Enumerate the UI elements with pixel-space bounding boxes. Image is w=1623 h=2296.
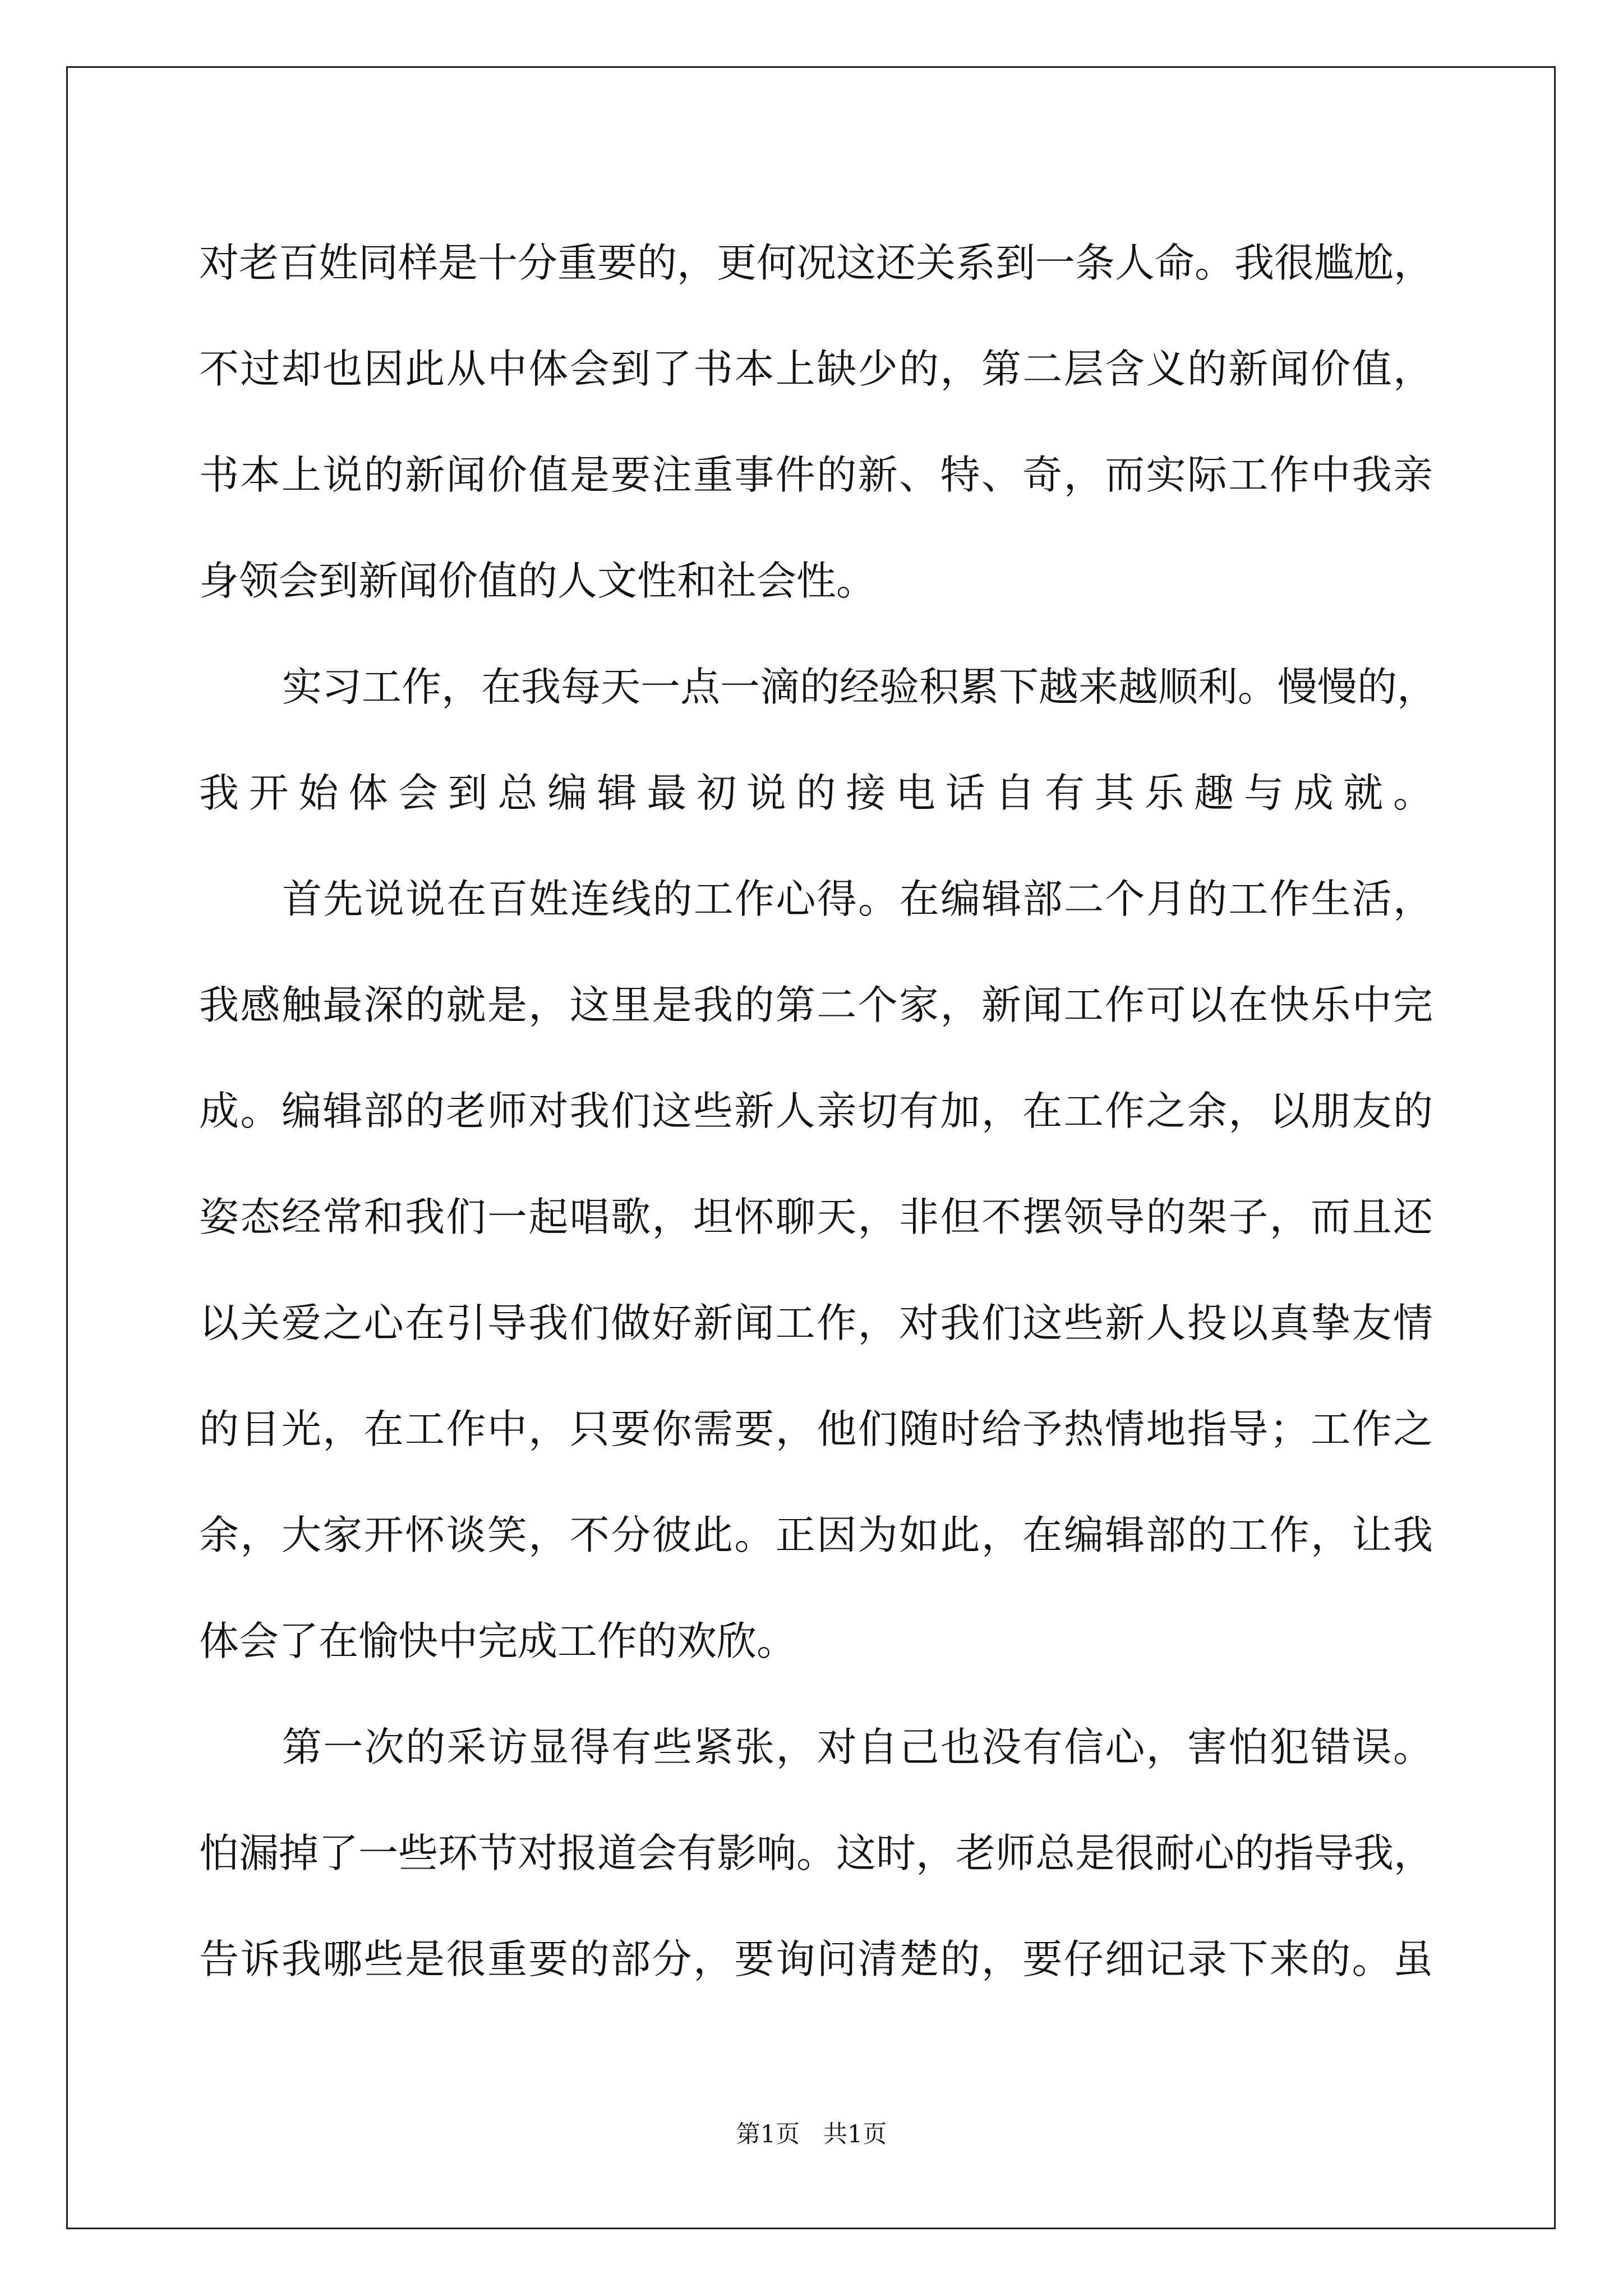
text-line: 告诉我哪些是很重要的部分，要询问清楚的，要仔细记录下来的。虽 — [199, 1936, 1435, 1982]
text-line: 姿态经常和我们一起唱歌，坦怀聊天，非但不摆领导的架子，而且还 — [199, 1194, 1435, 1240]
page-footer — [0, 2118, 1623, 2151]
text-line: 体会了在愉快中完成工作的欢欣。 — [199, 1618, 797, 1664]
document-body — [199, 210, 1443, 2012]
page-number-current: 第1页 — [736, 2120, 800, 2148]
page-number-total: 共1页 — [823, 2120, 887, 2148]
text-line: 我感触最深的就是，这里是我的第二个家，新闻工作可以在快乐中完 — [199, 982, 1435, 1028]
text-line: 以关爱之心在引导我们做好新闻工作，对我们这些新人投以真挚友情 — [199, 1300, 1435, 1346]
text-line: 成。编辑部的老师对我们这些新人亲切有加，在工作之余，以朋友的 — [199, 1088, 1435, 1134]
text-line: 的目光，在工作中，只要你需要，他们随时给予热情地指导；工作之 — [199, 1406, 1435, 1452]
text-line: 身领会到新闻价值的人文性和社会性。 — [199, 558, 877, 604]
text-line: 第一次的采访显得有些紧张，对自己也没有信心，害怕犯错误。 — [282, 1724, 1435, 1770]
text-line: 怕漏掉了一些环节对报道会有影响。这时，老师总是很耐心的指导我， — [199, 1830, 1434, 1876]
text-line: 书本上说的新闻价值是要注重事件的新、特、奇，而实际工作中我亲 — [199, 452, 1435, 498]
text-line: 我开始体会到总编辑最初说的接电话自有其乐趣与成就。 — [199, 770, 1443, 816]
text-line: 实习工作，在我每天一点一滴的经验积累下越来越顺利。慢慢的， — [282, 664, 1437, 710]
text-line: 不过却也因此从中体会到了书本上缺少的，第二层含义的新闻价值， — [199, 346, 1435, 392]
text-line: 对老百姓同样是十分重要的，更何况这还关系到一条人命。我很尴尬， — [199, 240, 1434, 286]
text-line: 首先说说在百姓连线的工作心得。在编辑部二个月的工作生活， — [282, 876, 1435, 922]
text-line: 余，大家开怀谈笑，不分彼此。正因为如此，在编辑部的工作，让我 — [199, 1512, 1435, 1558]
